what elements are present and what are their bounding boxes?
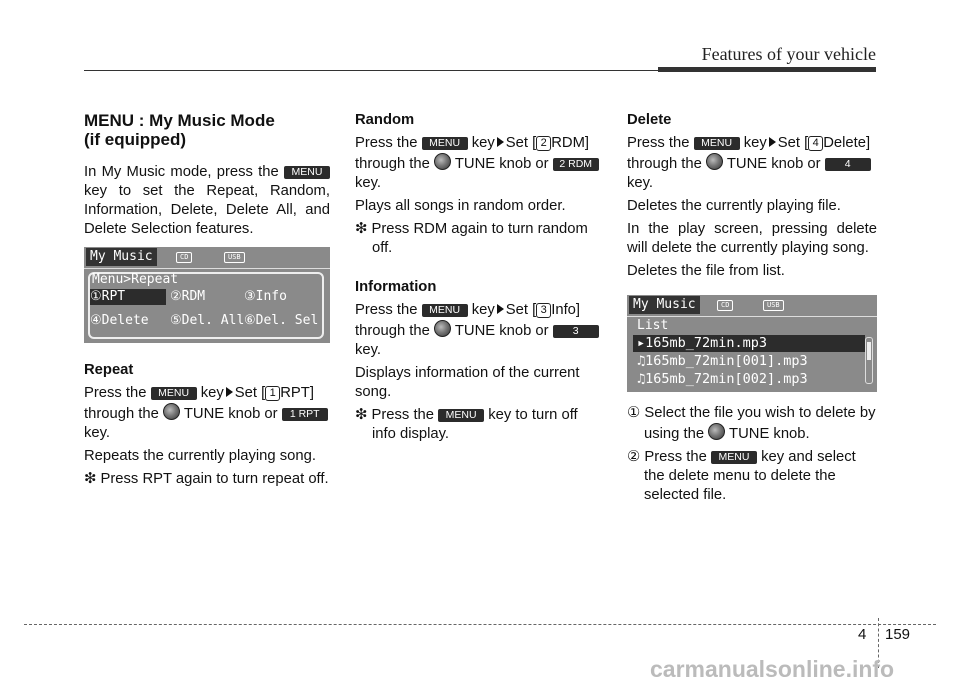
menu-key: MENU (711, 451, 757, 464)
list-header: List (637, 318, 669, 333)
information-title: Information (355, 279, 437, 295)
arrow-right-icon (769, 137, 776, 147)
delete-description-3: Deletes the file from list. (627, 263, 785, 279)
column-2 (355, 111, 605, 448)
information-note: ❇ Press the MENU key to turn off info display. (355, 407, 578, 442)
menu-key: MENU (438, 409, 484, 422)
section-title: MENU : My Music Mode (if equipped) (84, 111, 275, 149)
rdm-key: 2 RDM (553, 158, 599, 171)
number-4-icon: 4 (808, 136, 823, 151)
usb-badge: USB (763, 300, 784, 311)
column-3 (627, 111, 877, 509)
delete-key: 4 (825, 158, 871, 171)
delete-description-1: Deletes the currently playing file. (627, 198, 841, 214)
menu-option-rdm[interactable]: ②RDM (170, 289, 206, 304)
usb-badge: USB (224, 252, 245, 263)
screen-file-list (627, 295, 877, 392)
info-key: 3 (553, 325, 599, 338)
number-2-icon: 2 (536, 136, 551, 151)
screen-menu-repeat (84, 247, 330, 343)
repeat-title: Repeat (84, 362, 134, 378)
delete-instructions: Press the MENU key Set [ 4 Delete] through the TUNE knob or 4 key. (627, 135, 871, 191)
step-2: ② Press the MENU key and select the delete menu to delete the selected file. (627, 449, 856, 503)
delete-title: Delete (627, 112, 672, 128)
arrow-right-icon (497, 137, 504, 147)
page-header-title: Features of your vehicle (701, 44, 876, 64)
tune-knob-icon (434, 153, 451, 170)
tune-knob-icon (708, 423, 725, 440)
menu-option-rpt[interactable]: ①RPT (90, 289, 166, 305)
tune-knob-icon (706, 153, 723, 170)
page-number: 159 (885, 626, 911, 643)
menu-key: MENU (284, 166, 330, 179)
tune-knob-icon (434, 320, 451, 337)
menu-option-info[interactable]: ③Info (244, 289, 287, 304)
column-1 (84, 111, 330, 493)
step-1: ① Select the file you wish to delete by using the TUNE knob. (627, 405, 876, 442)
menu-option-del-sel[interactable]: ⑥Del. Sel (244, 313, 319, 328)
repeat-note: ❇ Press RPT again to turn repeat off. (84, 471, 329, 487)
number-3-icon: 3 (536, 303, 551, 318)
repeat-description: Repeats the currently playing song. (84, 448, 316, 464)
cd-badge: CD (717, 300, 733, 311)
menu-key: MENU (422, 304, 468, 317)
random-title: Random (355, 112, 415, 128)
random-note: ❇ Press RDM again to turn random off. (355, 221, 588, 256)
screen-title: My Music (629, 296, 700, 314)
watermark: carmanualsonline.info (650, 656, 895, 682)
footer-rule (24, 624, 936, 625)
file-list-item[interactable]: ▸165mb_72min.mp3 (633, 335, 865, 352)
menu-option-del-all[interactable]: ⑤Del. All (170, 313, 245, 328)
information-instructions: Press the MENU key Set [ 3 Info] through the TUNE knob or 3 key. (355, 301, 605, 360)
menu-header: Menu>Repeat (92, 272, 179, 287)
cd-badge: CD (176, 252, 192, 263)
header-rule-thick (658, 67, 876, 72)
menu-key: MENU (151, 387, 197, 400)
repeat-instructions: Press the MENU key Set [ 1 RPT] through the TUNE knob or 1 RPT key. (84, 384, 330, 443)
scrollbar-thumb[interactable] (867, 342, 871, 360)
rpt-key: 1 RPT (282, 408, 328, 421)
chapter-number: 4 (858, 626, 867, 643)
random-instructions: Press the MENU key Set [ 2 RDM] through the TUNE knob or 2 RDM key. (355, 134, 605, 193)
screen-divider (84, 268, 330, 269)
menu-key: MENU (422, 137, 468, 150)
intro-paragraph: In My Music mode, press the MENU key to set the Repeat, Random, Information, Delete, Delete All, and Delete Selection features. (84, 164, 330, 237)
tune-knob-icon (163, 403, 180, 420)
delete-description-2: In the play screen, pressing delete will delete the currently playing song. (627, 221, 877, 256)
arrow-right-icon (497, 304, 504, 314)
file-list-item[interactable]: ♫165mb_72min[001].mp3 (637, 353, 808, 369)
random-description: Plays all songs in random order. (355, 198, 566, 214)
menu-key: MENU (694, 137, 740, 150)
menu-option-delete[interactable]: ④Delete (90, 313, 149, 328)
information-description: Displays information of the current song. (355, 365, 580, 400)
number-1-icon: 1 (265, 386, 280, 401)
scrollbar[interactable] (865, 337, 873, 384)
screen-title: My Music (86, 248, 157, 266)
arrow-right-icon (226, 387, 233, 397)
file-list-item[interactable]: ♫165mb_72min[002].mp3 (637, 371, 808, 387)
